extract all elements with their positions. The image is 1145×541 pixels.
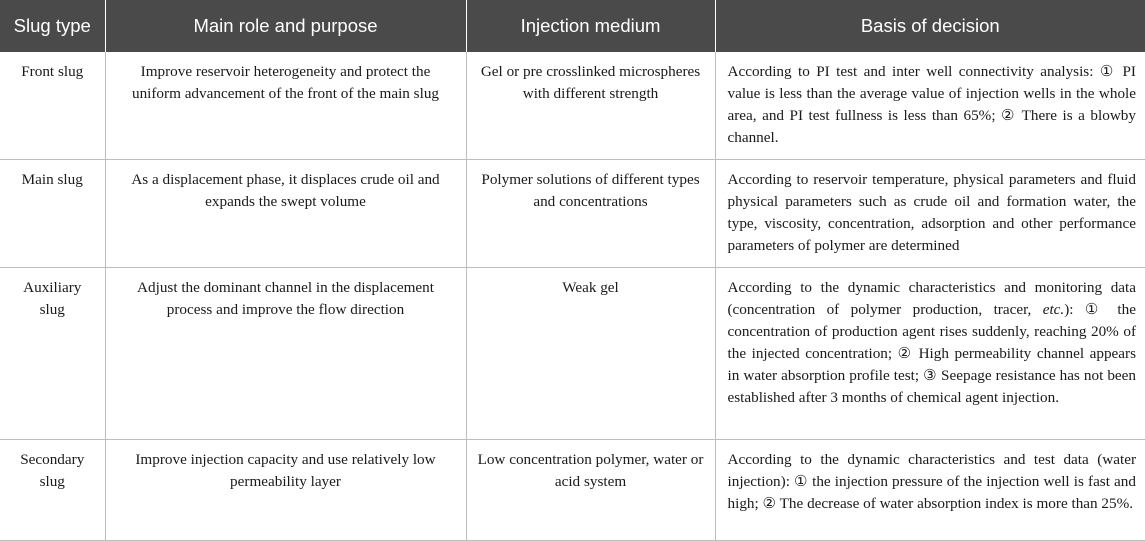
cell-role: Improve reservoir heterogeneity and protect the uniform advancement of the front of the main slug [105, 52, 466, 160]
cell-basis: According to reservoir temperature, physical parameters and fluid physical parameters such as crude oil and formation water, the type, viscosity, concentration, adsorption and other performance parameters of polymer are determined [715, 160, 1145, 268]
header-main-role: Main role and purpose [105, 0, 466, 52]
basis-text-part: ): ① the concentration of production agent rises suddenly, reaching 20% of the injected concentration; ② High permeability channel appears in water absorption profile test; ③ Seepage resistance has not been established after 3 months of chemical agent injection. [727, 301, 1136, 406]
cell-slug-type: Secondary slug [0, 440, 105, 541]
cell-slug-type: Main slug [0, 160, 105, 268]
table-row [0, 268, 1145, 440]
cell-basis: According to PI test and inter well connectivity analysis: ① PI value is less than the average value of injection wells in the whole area, and PI test fullness is less than 65%; ② There is a blowby channel. [715, 52, 1145, 160]
header-basis-of-decision: Basis of decision [715, 0, 1145, 52]
cell-medium: Low concentration polymer, water or acid system [466, 440, 715, 541]
basis-text-italic: etc. [1042, 301, 1065, 318]
cell-basis [715, 268, 1145, 440]
table-row [0, 52, 1145, 160]
cell-role: As a displacement phase, it displaces crude oil and expands the swept volume [105, 160, 466, 268]
table-header [0, 0, 1145, 52]
cell-basis: According to the dynamic characteristics and test data (water injection): ① the injection pressure of the injection well is fast and high; ② The decrease of water absorption index is more than 25%. [715, 440, 1145, 541]
header-injection-medium: Injection medium [466, 0, 715, 52]
header-row [0, 0, 1145, 52]
basis-text-part: According to the dynamic characteristics and monitoring data (concentration of polymer production, tracer, [727, 279, 1136, 318]
table-body [0, 52, 1145, 541]
header-slug-type: Slug type [0, 0, 105, 52]
cell-medium: Gel or pre crosslinked microspheres with different strength [466, 52, 715, 160]
table-row [0, 160, 1145, 268]
cell-slug-type: Auxiliary slug [0, 268, 105, 440]
cell-role: Improve injection capacity and use relatively low permeability layer [105, 440, 466, 541]
cell-medium: Weak gel [466, 268, 715, 440]
cell-medium: Polymer solutions of different types and concentrations [466, 160, 715, 268]
table-row [0, 440, 1145, 541]
cell-slug-type: Front slug [0, 52, 105, 160]
cell-role: Adjust the dominant channel in the displacement process and improve the flow direction [105, 268, 466, 440]
